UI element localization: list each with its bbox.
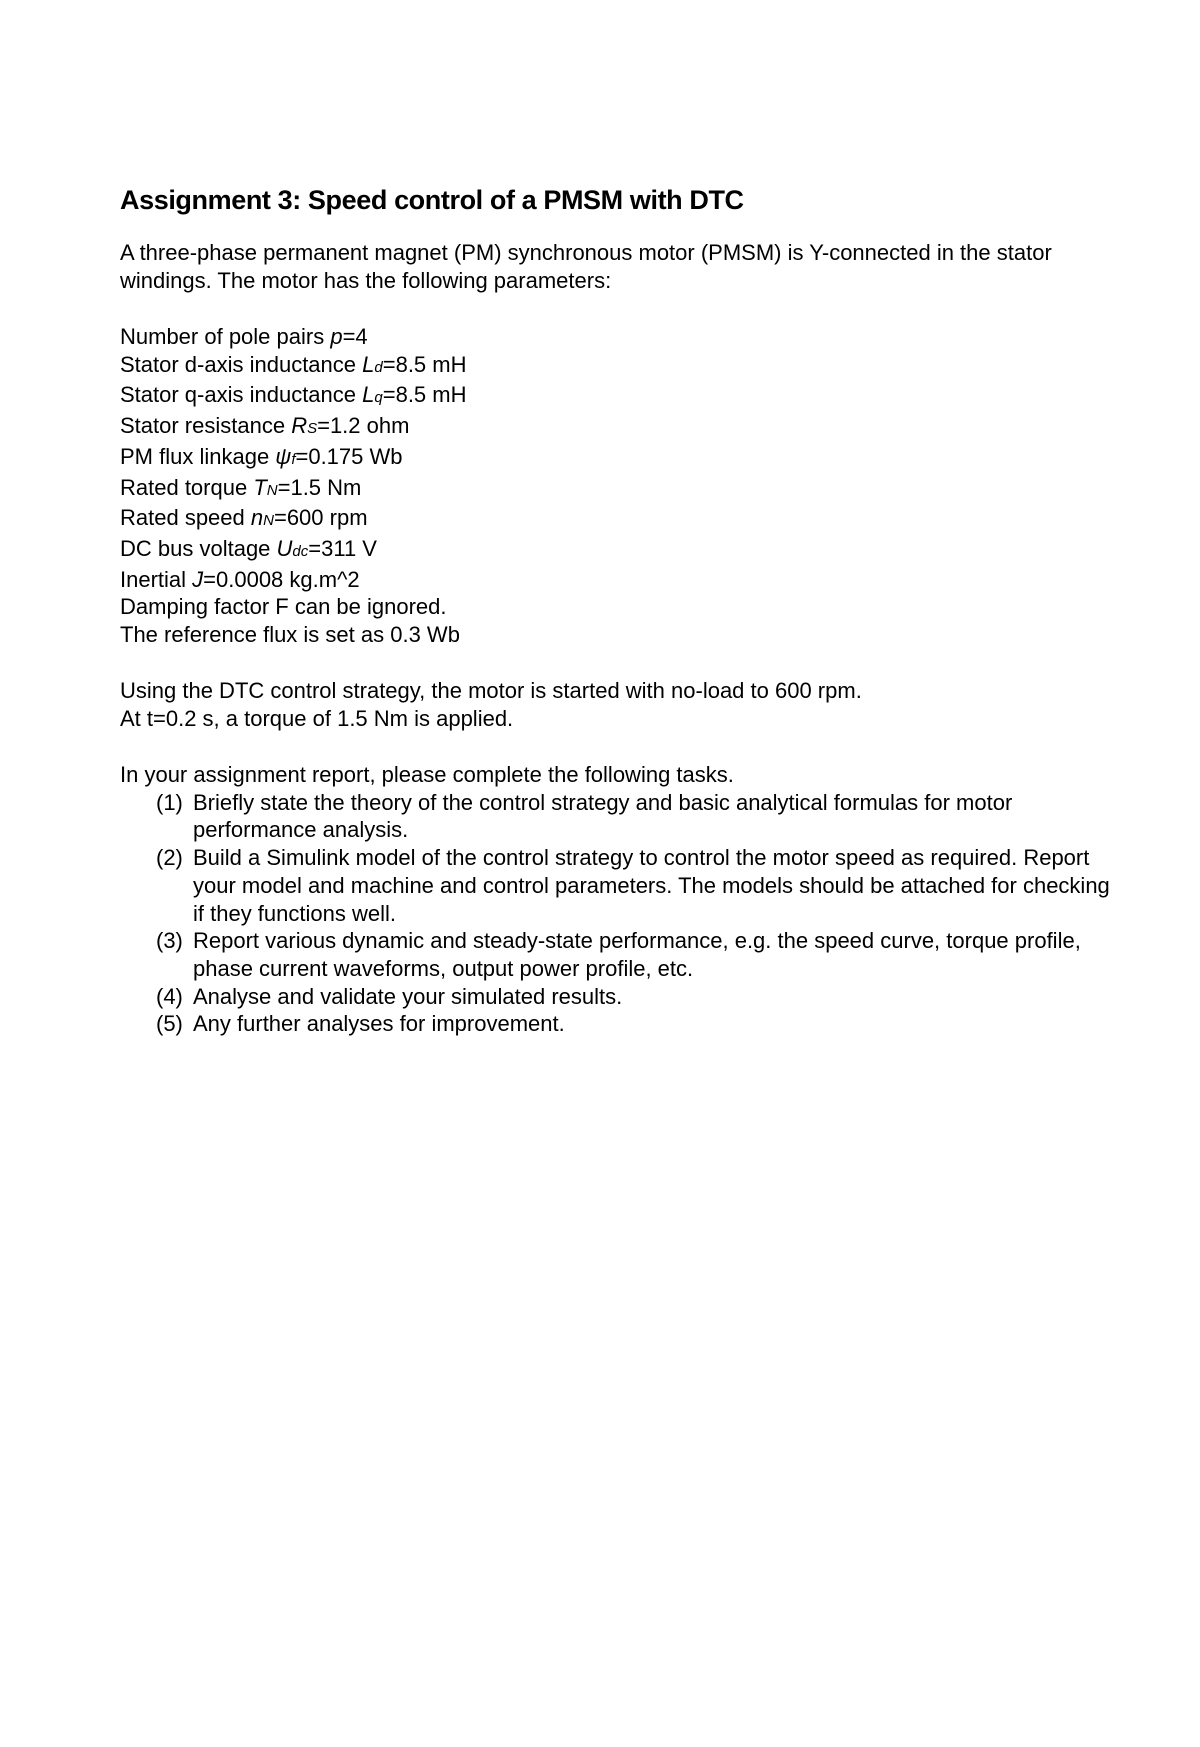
param-ld: Stator d-axis inductance Ld=8.5 mH (120, 351, 467, 377)
task-item: (4) Analyse and validate your simulated results. (156, 983, 623, 1009)
operation-line-1: Using the DTC control strategy, the motor is started with no-load to 600 rpm. (120, 677, 862, 703)
param-damping: Damping factor F can be ignored. (120, 594, 447, 620)
task-item: (1) Briefly state the theory of the control strategy and basic analytical formulas for motor performance analysis. (156, 789, 1013, 843)
param-nn: Rated speed nN=600 rpm (120, 505, 368, 531)
param-lq: Stator q-axis inductance Lq=8.5 mH (120, 382, 467, 408)
intro-paragraph: A three-phase permanent magnet (PM) synchronous motor (PMSM) is Y-connected in the stator windings. The motor has the following parameters: (120, 240, 1052, 293)
task-item: (5) Any further analyses for improvement. (156, 1011, 565, 1037)
assignment-title: Assignment 3: Speed control of a PMSM with DTC (120, 185, 744, 215)
param-j: Inertial J=0.0008 kg.m^2 (120, 566, 360, 592)
tasks-intro: In your assignment report, please complete the following tasks. (120, 761, 734, 787)
param-udc: DC bus voltage Udc=311 V (120, 535, 377, 561)
param-tn: Rated torque TN=1.5 Nm (120, 474, 362, 500)
param-rs: Stator resistance RS=1.2 ohm (120, 413, 410, 439)
param-reference-flux: The reference flux is set as 0.3 Wb (120, 622, 460, 648)
param-psi: PM flux linkage ψf=0.175 Wb (120, 443, 403, 469)
param-pole-pairs: Number of pole pairs p=4 (120, 324, 368, 349)
task-item: (3) Report various dynamic and steady-state performance, e.g. the speed curve, torque profile, phase current waveforms, output power profile, etc. (156, 928, 1081, 981)
task-item: (2) Build a Simulink model of the control strategy to control the motor speed as required. Report your model and machine and control parameters. The models should be attached for checking if they functions well. (156, 845, 1110, 926)
task-list (120, 789, 1110, 1038)
operation-line-2: At t=0.2 s, a torque of 1.5 Nm is applied. (120, 705, 514, 731)
document-page (120, 183, 1110, 1038)
operation-description (120, 677, 1110, 733)
parameter-list (120, 323, 1110, 649)
